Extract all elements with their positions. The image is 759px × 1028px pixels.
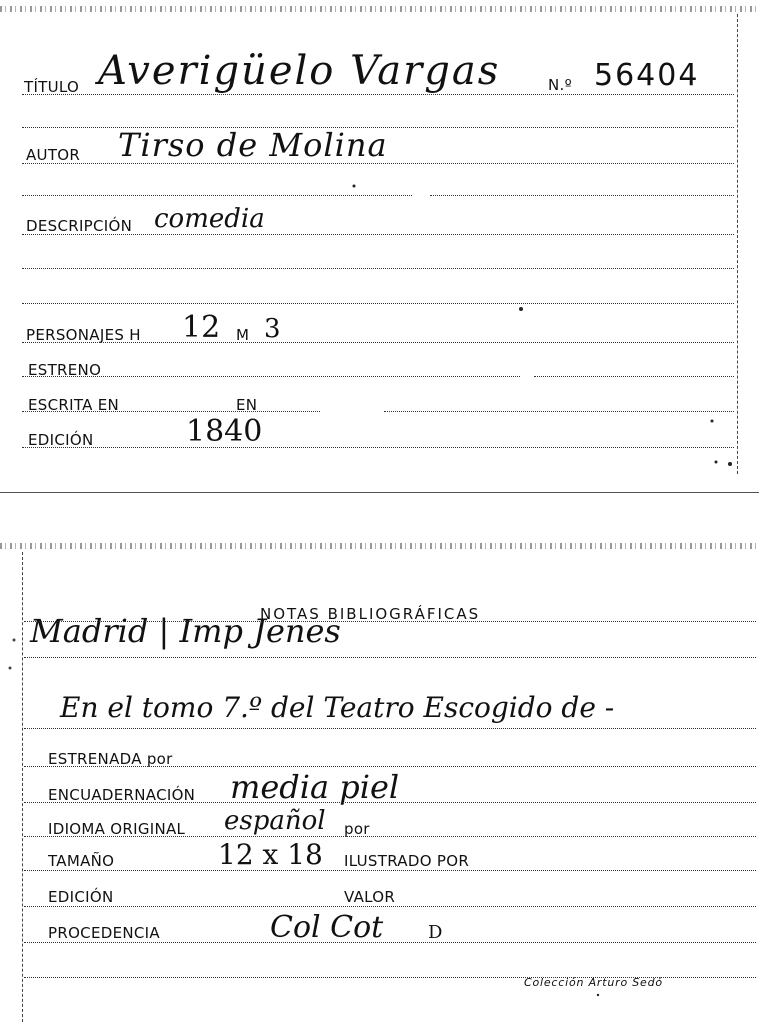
personajes-m-value: 3: [264, 314, 281, 344]
tamano-label: TAMAÑO: [48, 852, 115, 870]
nota-line1: Madrid | Imp Jenes: [30, 612, 341, 650]
personajes-label: PERSONAJES H: [26, 326, 141, 344]
procedencia-extra: D: [428, 922, 443, 943]
procedencia-value: Col Cot: [270, 910, 384, 945]
personajes-h-value: 12: [182, 310, 221, 345]
edicion-label-top: EDICIÓN: [28, 431, 94, 449]
descripcion-label: DESCRIPCIÓN: [26, 217, 133, 235]
estrenada-label: ESTRENADA por: [48, 750, 173, 768]
titulo-label: TÍTULO: [24, 78, 80, 96]
notas-label: NOTAS BIBLIOGRÁFICAS: [260, 605, 481, 623]
numero-label: N.º: [548, 76, 572, 94]
descripcion-value: comedia: [154, 204, 265, 234]
nota-line2: En el tomo 7.º del Teatro Escogido de -: [60, 691, 615, 724]
numero-value: 56404: [594, 58, 700, 93]
escrita-label: ESCRITA EN: [28, 396, 120, 414]
edicion-value-top: 1840: [186, 414, 263, 449]
estreno-label: ESTRENO: [28, 361, 102, 379]
escrita-en-label: EN: [236, 396, 258, 414]
personajes-m-label: M: [236, 326, 250, 344]
coleccion-label: Colección Arturo Sedó: [524, 976, 663, 989]
procedencia-label: PROCEDENCIA: [48, 924, 160, 942]
ilustrado-label: ILUSTRADO POR: [344, 852, 470, 870]
encuadernacion-value: media piel: [230, 768, 400, 806]
idioma-label: IDIOMA ORIGINAL: [48, 820, 186, 838]
titulo-value: Averigüelo Vargas: [98, 48, 501, 94]
edicion-label-bottom: EDICIÓN: [48, 888, 114, 906]
valor-label: VALOR: [344, 888, 396, 906]
autor-label: AUTOR: [26, 146, 81, 164]
idioma-value: español: [224, 806, 326, 836]
autor-value: Tirso de Molina: [118, 126, 388, 164]
tamano-value: 12 x 18: [218, 838, 323, 871]
idioma-por-label: por: [344, 820, 370, 838]
encuadernacion-label: ENCUADERNACIÓN: [48, 786, 196, 804]
